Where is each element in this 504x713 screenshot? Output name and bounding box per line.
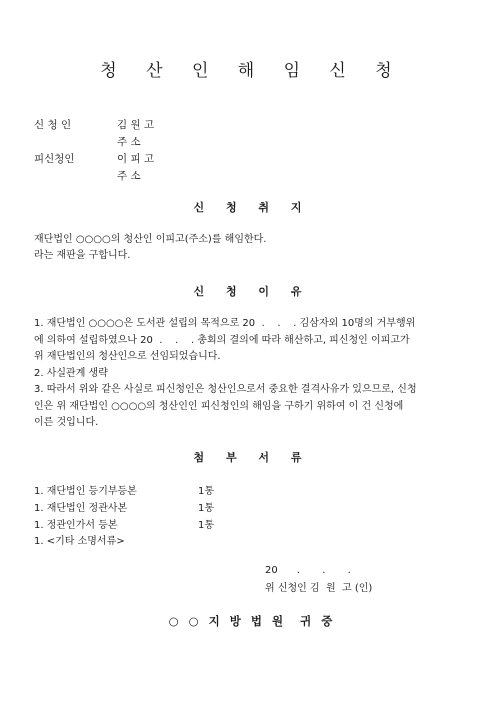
reasons-line: 이른 것입니다. (34, 417, 99, 428)
document-title: 청 산 인 해 임 신 청 (100, 61, 404, 81)
attachment-count: 1통 (198, 503, 215, 514)
reasons-line: 1. 재단법인 ○○○○은 도서관 설립의 목적으로 20 . . . 김삼자외 10명의 거부행위 (34, 318, 416, 329)
reasons-line: 2. 사실관계 생략 (34, 368, 108, 379)
court-addressee: ○ ○ 지 방 법 원 귀 중 (168, 614, 336, 628)
date-line: 20 . . . (265, 565, 351, 576)
applicant-name: 김 원 고 (117, 119, 155, 131)
respondent-address: 주 소 (117, 170, 141, 182)
reasons-line: 3. 따라서 위와 같은 사실로 피신청인은 청산인으로서 중요한 결격사유가 있으므로, 신청 (34, 384, 417, 395)
reasons-line: 인은 위 재단법인 ○○○○의 청산인인 피신청인의 해임을 구하기 위하여 이 건 신청에 (34, 401, 404, 412)
applicant-address: 주 소 (117, 136, 141, 148)
reasons-heading: 신 청 이 유 (193, 285, 311, 298)
applicant-label: 신 청 인 (34, 119, 72, 131)
attachment-item: 1. <기타 소명서류> (34, 536, 125, 547)
respondent-name: 이 피 고 (117, 153, 155, 165)
attachment-item: 1. 재단법인 등기부등본 (34, 486, 137, 497)
purpose-line: 재단법인 ○○○○의 청산인 이피고(주소)를 해임한다. (34, 234, 267, 245)
purpose-heading: 신 청 취 지 (193, 201, 311, 214)
purpose-line: 라는 재판을 구합니다. (34, 250, 131, 261)
reasons-line: 에 의하여 설립하였으나 20 . . . 총회의 결의에 따라 해산하고, 피신청인 이피고가 (34, 335, 410, 346)
attachment-count: 1통 (198, 486, 215, 497)
reasons-line: 위 재단법인의 청산인으로 선임되었습니다. (34, 351, 221, 362)
attachment-count: 1통 (198, 520, 215, 531)
attachment-item: 1. 재단법인 정관사본 (34, 503, 128, 514)
attachment-item: 1. 정관인가서 등본 (34, 520, 118, 531)
attachments-heading: 첨 부 서 류 (193, 451, 311, 464)
signature-line: 위 신청인 김 원 고 (인) (265, 583, 373, 594)
respondent-label: 피신청인 (34, 153, 75, 165)
